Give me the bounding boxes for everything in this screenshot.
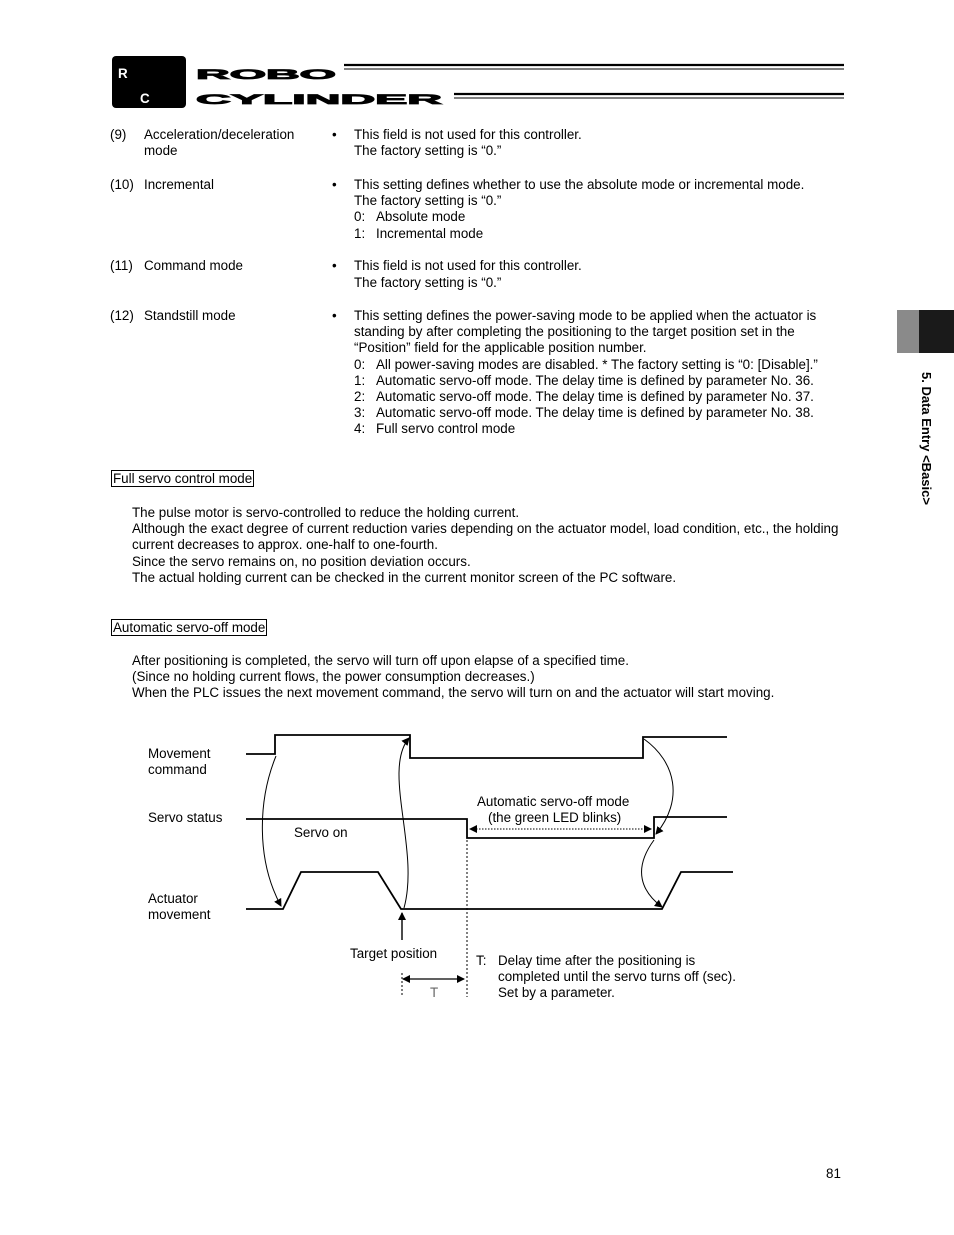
body-line: Since the servo remains on, no position deviation occurs. xyxy=(132,553,471,569)
bullet: • xyxy=(332,177,337,192)
param-number: (12) xyxy=(110,308,134,323)
desc-line: This setting defines whether to use the absolute mode or incremental mode. xyxy=(354,177,805,192)
body-line: The actual holding current can be checked in the current monitor screen of the PC software. xyxy=(132,569,677,585)
desc-line: The factory setting is “0.” xyxy=(354,193,502,209)
body-line: Although the exact degree of current reduction varies depending on the actuator model, load condition, etc., the holding current decreases to approx. one-half to one-fourth. xyxy=(132,521,839,553)
label-t: T xyxy=(430,985,439,1000)
bullet: • xyxy=(332,258,337,273)
body-line: When the PLC issues the next movement command, the servo will turn on and the actuator will start moving. xyxy=(132,685,775,701)
label-auto-off-2: (the green LED blinks) xyxy=(488,810,622,825)
option-line: 4: Full servo control mode xyxy=(354,421,516,437)
option-line: 3: Automatic servo-off mode. The delay time is defined by parameter No. 38. xyxy=(354,405,814,421)
page-number: 81 xyxy=(826,1166,841,1181)
t-note-line1: Delay time after the positioning is xyxy=(498,953,696,968)
desc-line: This field is not used for this controller. xyxy=(354,127,582,142)
desc-line: The factory setting is “0.” xyxy=(354,275,502,291)
desc-line: This setting defines the power-saving mode to be applied when the actuator is standing by after completing the positioning to the target position set in the “Position” field for the applicable position number. xyxy=(354,308,817,356)
body-line: After positioning is completed, the servo will turn off upon elapse of a specified time. xyxy=(132,653,629,668)
side-tab-text: 5. Data Entry <Basic> xyxy=(919,372,934,505)
side-tab-marker-dark xyxy=(919,310,954,353)
curve-arrow-servo-to-move xyxy=(642,840,662,907)
bullet: • xyxy=(332,308,337,323)
bullet: • xyxy=(332,127,337,142)
desc-line: This field is not used for this controller. xyxy=(354,258,582,273)
logo-line2: CYLINDER xyxy=(196,92,444,107)
label-movement-command-1: Movement xyxy=(148,746,211,761)
label-actuator-2: movement xyxy=(148,907,211,922)
svg-text:C: C xyxy=(140,91,150,106)
param-number: (11) xyxy=(110,258,133,273)
param-number: (10) xyxy=(110,177,134,192)
option-line: 1: Incremental mode xyxy=(354,225,484,241)
label-movement-command-2: command xyxy=(148,762,207,777)
param-number: (9) xyxy=(110,127,127,142)
t-note-line2: completed until the servo turns off (sec). xyxy=(498,969,736,984)
t-note-line3: Set by a parameter. xyxy=(498,985,615,1000)
section-heading-auto-servo-off: Automatic servo-off mode xyxy=(113,620,266,635)
label-target-position: Target position xyxy=(350,946,438,961)
param-label: Acceleration/deceleration mode xyxy=(144,127,295,158)
side-tab-marker-light xyxy=(897,310,919,353)
body-line: The pulse motor is servo-controlled to reduce the holding current. xyxy=(132,505,520,520)
label-servo-on: Servo on xyxy=(294,825,348,840)
body-line: (Since no holding current flows, the power consumption decreases.) xyxy=(132,669,535,685)
curve-arrow-move-to-cmd xyxy=(399,738,409,908)
option-line: 0: Absolute mode xyxy=(354,209,466,225)
svg-text:R: R xyxy=(118,66,128,81)
param-label: Incremental xyxy=(144,177,214,192)
option-line: 2: Automatic servo-off mode. The delay time is defined by parameter No. 37. xyxy=(354,389,814,405)
label-servo-status: Servo status xyxy=(148,810,223,825)
curve-arrow-cmd-to-servo xyxy=(644,739,673,834)
option-line: 0: All power-saving modes are disabled. * The factory setting is “0: [Disable].” xyxy=(354,356,818,372)
label-auto-off-1: Automatic servo-off mode xyxy=(477,794,630,809)
waveform-movement-command xyxy=(246,735,727,758)
desc-line: The factory setting is “0.” xyxy=(354,143,502,159)
label-actuator-1: Actuator xyxy=(148,891,198,906)
section-heading-full-servo: Full servo control mode xyxy=(113,471,253,486)
curve-arrow-cmd-to-move xyxy=(262,756,281,906)
param-label: Command mode xyxy=(144,258,243,273)
option-line: 1: Automatic servo-off mode. The delay time is defined by parameter No. 36. xyxy=(354,372,814,388)
param-label: Standstill mode xyxy=(144,308,236,323)
waveform-actuator-movement xyxy=(246,872,733,909)
logo-line1: ROBO xyxy=(196,67,336,82)
t-note-key: T: xyxy=(476,953,487,968)
side-tab-label xyxy=(917,372,939,572)
